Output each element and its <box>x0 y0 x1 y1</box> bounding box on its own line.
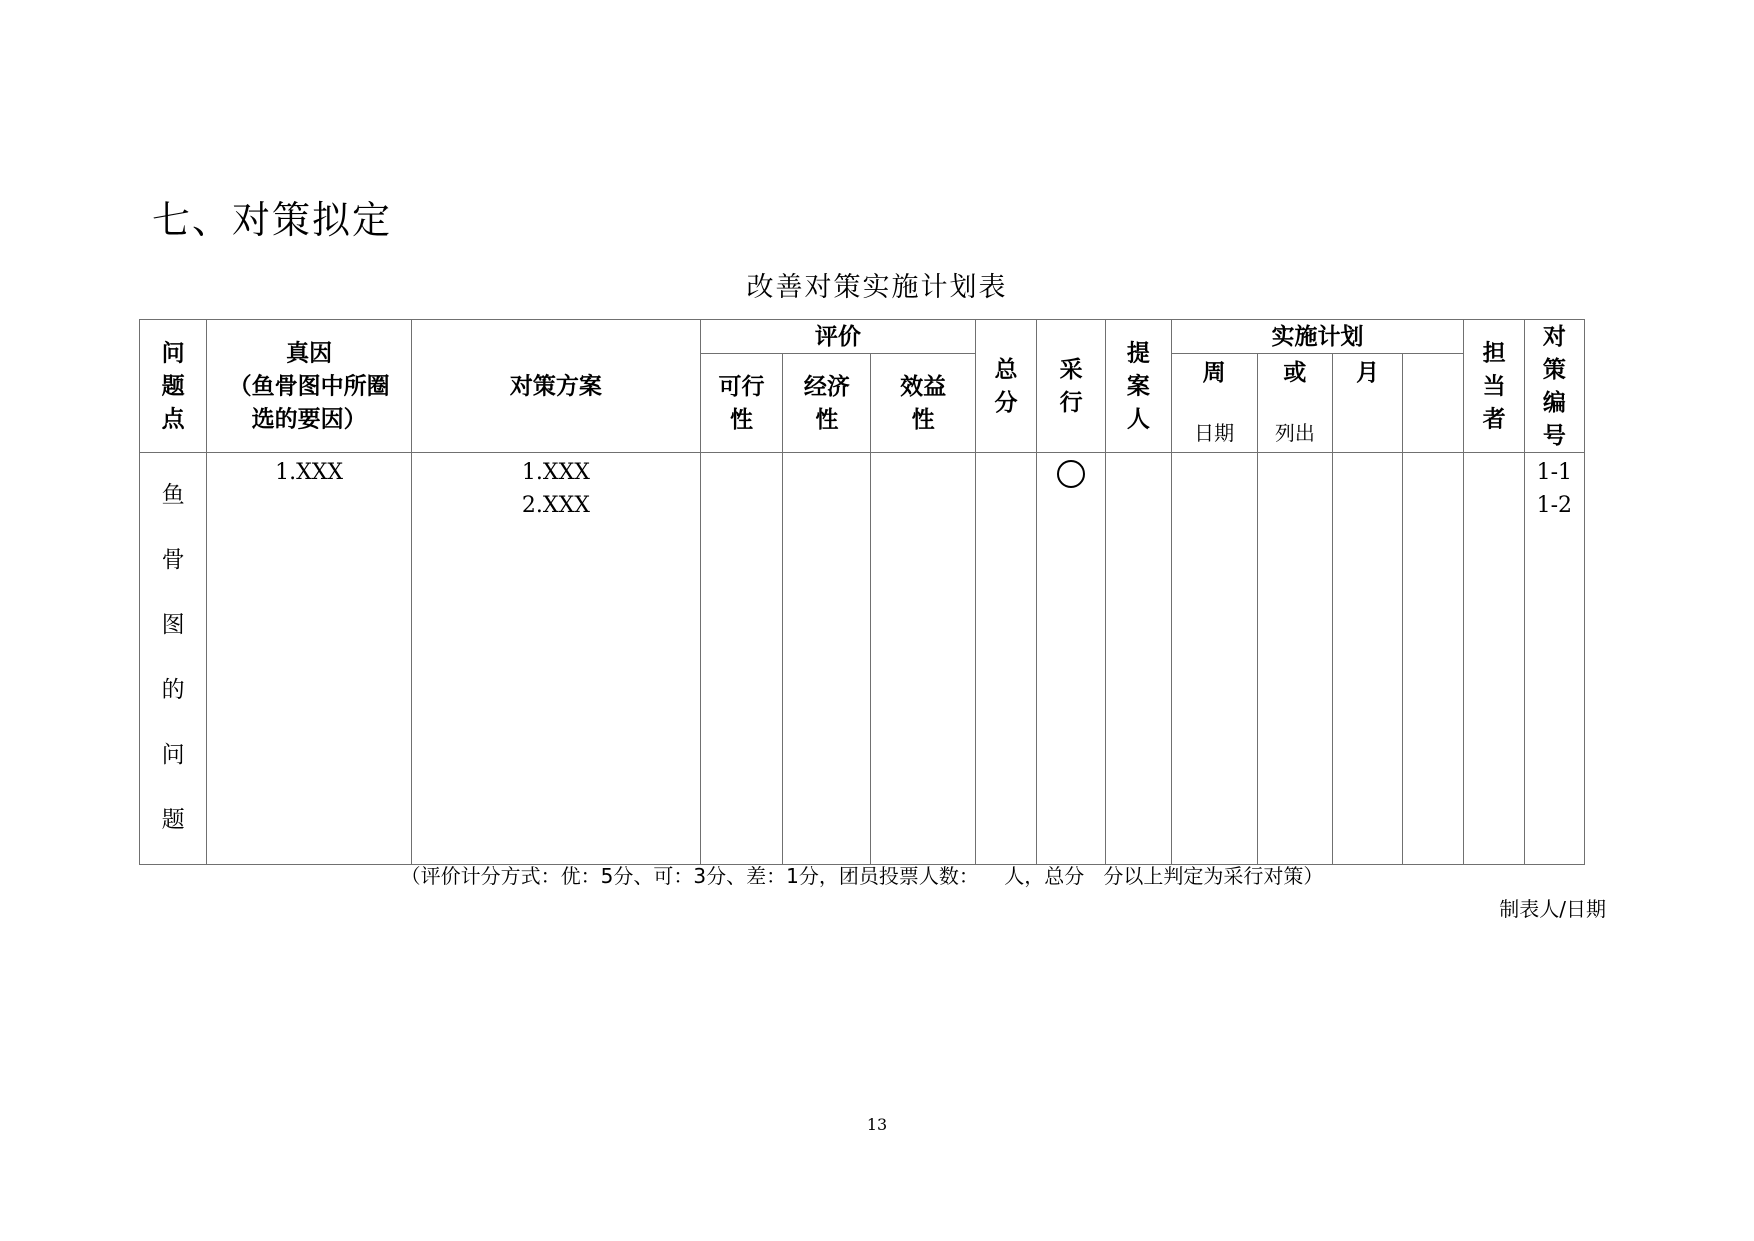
economy-score-cell <box>783 453 871 865</box>
plan-blank-cell <box>1403 453 1464 865</box>
header-adopt: 采行 <box>1037 320 1106 453</box>
header-economy: 经济性 <box>783 354 871 453</box>
id-cell <box>1524 453 1584 865</box>
header-benefit: 效益性 <box>871 354 975 453</box>
plan-cell-month <box>1333 354 1403 453</box>
plan-cell-or <box>1257 354 1332 453</box>
countermeasure-cell <box>411 453 700 865</box>
header-id: 对策编号 <box>1524 320 1584 453</box>
plan-cell-week <box>1171 354 1257 453</box>
plan-month-label: 月 <box>1356 359 1380 386</box>
header-total: 总分 <box>975 320 1036 453</box>
root-cause-line-3: 选的要因） <box>251 405 367 433</box>
adopt-cell <box>1037 453 1106 865</box>
countermeasure-plan-table <box>139 319 1585 865</box>
header-evaluation: 评价 <box>700 320 975 354</box>
issue-cell <box>140 453 207 865</box>
countermeasure-id: 1-1 <box>1536 460 1573 485</box>
plan-or-cell <box>1257 453 1332 865</box>
header-plan: 实施计划 <box>1171 320 1464 354</box>
header-feasibility: 可行性 <box>700 354 782 453</box>
adopt-circle-mark <box>1057 460 1085 488</box>
header-root-cause <box>207 320 412 453</box>
root-cause-cell <box>207 453 412 865</box>
owner-cell <box>1464 453 1524 865</box>
plan-cell-blank <box>1403 354 1464 453</box>
scoring-footnote: （评价计分方式：优：5分、可：3分、差：1分，团员投票人数： 人，总分 分以上判定为采行对策） <box>400 864 1324 888</box>
root-cause-line-2: （鱼骨图中所圈 <box>228 372 390 400</box>
total-score-cell <box>975 453 1036 865</box>
section-heading: 七、对策拟定 <box>152 198 393 242</box>
header-proposer: 提案人 <box>1106 320 1171 453</box>
root-cause-line-1: 真因 <box>286 339 333 367</box>
countermeasure-item: 1.XXX <box>521 460 590 485</box>
issue-text: 鱼骨图的问题 <box>161 482 185 833</box>
proposer-cell <box>1106 453 1171 865</box>
plan-week-label: 周 <box>1202 359 1226 386</box>
plan-or-label: 或 <box>1283 359 1307 386</box>
countermeasure-item: 2.XXX <box>521 493 590 518</box>
feasibility-score-cell <box>700 453 782 865</box>
page-number: 13 <box>866 1115 888 1134</box>
benefit-score-cell <box>871 453 975 865</box>
plan-month-cell <box>1333 453 1403 865</box>
header-issue: 问题点 <box>140 320 207 453</box>
plan-date-label: 日期 <box>1194 421 1235 445</box>
root-cause-item: 1.XXX <box>275 460 344 485</box>
plan-list-label: 列出 <box>1274 421 1315 445</box>
plan-week-cell <box>1171 453 1257 865</box>
header-owner: 担当者 <box>1464 320 1524 453</box>
preparer-date-label: 制表人/日期 <box>1499 897 1606 921</box>
table-title: 改善对策实施计划表 <box>746 272 1008 303</box>
countermeasure-id: 1-2 <box>1536 493 1573 518</box>
header-countermeasure: 对策方案 <box>411 320 700 453</box>
